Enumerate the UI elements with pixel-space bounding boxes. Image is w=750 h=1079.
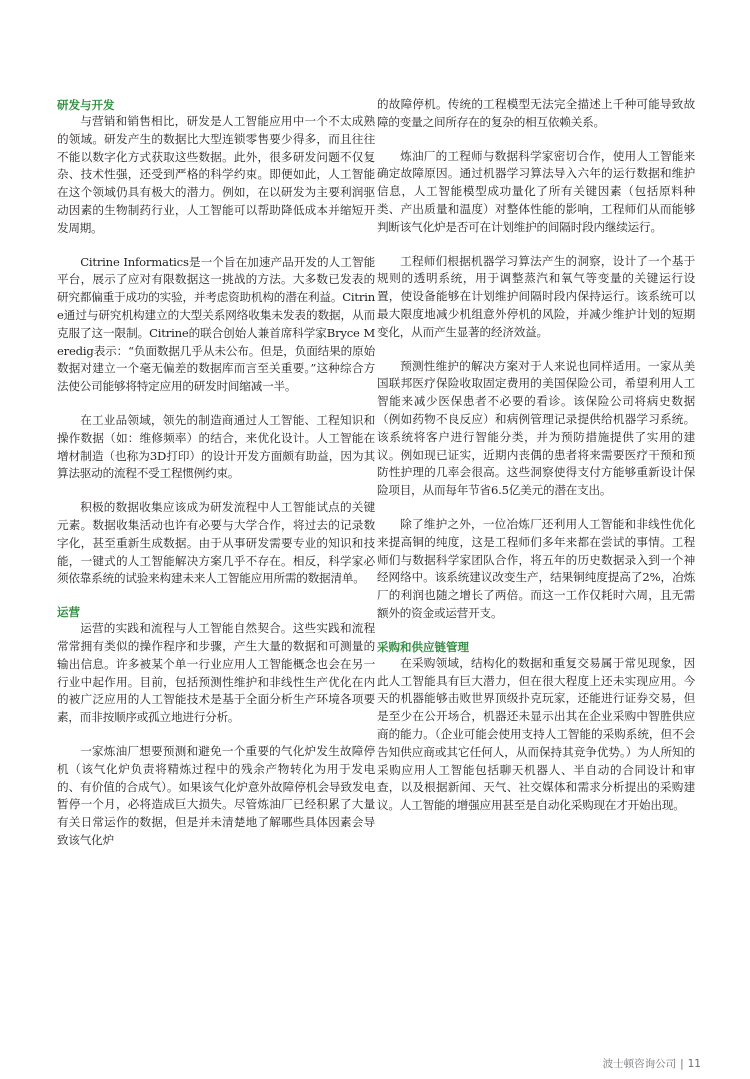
paragraph: 在采购领域，结构化的数据和重复交易属于常见现象，因此人工智能具有巨大潜力，但在很大程度上还未实现应用。今天的机器能够击败世界顶级扑克玩家，还能进行证券交易，但是至少在公开场合，机器还未显示出其在企业采购中智胜供应商的能力。（企业可能会使用支持人工智能的采购系统，但不会告知供应商或其它任何人，从而保持其竞争优势。）为人所知的采购应用人工智能包括聊天机器人、半自动的合同设计和审查，以及根据新闻、天气、社交媒体和需求分析提出的采购建议。人工智能的增强应用甚至是自动化采购现在才开始出现。 — [377, 655, 695, 813]
page-footer — [603, 1056, 701, 1071]
paragraph: 工程师们根据机器学习算法产生的洞察，设计了一个基于规则的透明系统，用于调整蒸汽和氧气等变量的关键运行设置，使设备能够在计划维护间隔时段内保持运行。该系统可以最大限度地减少机组意外停机的风险，并减少维护计划的短期变化，从而产生显著的经济效益。 — [377, 253, 695, 339]
right-column — [377, 96, 695, 815]
page-number: 11 — [687, 1058, 701, 1070]
section-heading-procurement: 采购和供应链管理 — [377, 639, 469, 654]
paragraph: 一家炼油厂想要预测和避免一个重要的气化炉发生故障停机（该气化炉负责将精炼过程中的残余产物转化为用于发电的、有价值的合成气）。如果该气化炉意外故障停机会导致发电暂停一个月，必将造成巨大损失。尽管炼油厂已经积累了大量有关日常运作的数据，但是并未清楚地了解哪些具体因素会导致该气化炉 — [57, 743, 375, 847]
paragraph: Citrine Informatics是一个旨在加速产品开发的人工智能平台，展示了应对有限数据这一挑战的方法。大多数已发表的研究都偏重于成功的实验，并考虑资助机构的潜在利益。Citrine通过与研究机构建立的大型关系网络收集未发表的数据，从而克服了这一限制。Citrine的联合创始人兼首席科学家Bryce Meredig表示：“负面数据几乎从未公布。但是，负面结果的原始数据对建立一个毫无偏差的数据库而言至关重要。”这种综合方法使公司能够将特定应用的研发时间缩减一半。 — [57, 254, 375, 394]
paragraph: 运营的实践和流程与人工智能自然契合。这些实践和流程常常拥有类似的操作程序和步骤，产生大量的数据和可测量的输出信息。许多被某个单一行业应用人工智能概念也会在另一行业中起作用。目前，包括预测性维护和非线性生产优化在内的被广泛应用的人工智能技术是基于全面分析生产环境各项要素，而非按顺序或孤立地进行分析。 — [57, 621, 375, 725]
footer-company: 波士顿咨询公司 — [602, 1058, 677, 1070]
paragraph: 积极的数据收集应该成为研发流程中人工智能试点的关键元素。数据收集活动也许有必要与大学合作，将过去的记录数字化，甚至重新生成数据。由于从事研发需要专业的知识和技能，一键式的人工智能解决方案几乎不存在。相反，科学家必须依靠系统的试验来构建未来人工智能应用所需的数据清单。 — [57, 500, 375, 586]
paragraph: 炼油厂的工程师与数据科学家密切合作，使用人工智能来确定故障原因。通过机器学习算法导入六年的运行数据和维护信息，人工智能模型成功量化了所有关键因素（包括原料种类、产出质量和温度）对整体性能的影响，工程师们从而能够判断该气化炉是否可在计划维护的间隔时段内继续运行。 — [377, 148, 695, 234]
section-heading-operations: 运营 — [57, 605, 80, 620]
paragraph: 除了维护之外，一位冶炼厂还利用人工智能和非线性优化来提高铜的纯度，这是工程师们多年来都在尝试的事情。工程师们与数据科学家团队合作，将五年的历史数据录入到一个神经网络中。该系统建议改变生产，结果铜纯度提高了2%，冶炼厂的利润也随之增长了两倍。而这一工作仅耗时六周，且无需额外的资金或运营开支。 — [377, 516, 695, 620]
paragraph: 与营销和销售相比，研发是人工智能应用中一个不太成熟的领域。研发产生的数据比大型连锁零售要少得多，而且往往不能以数字化方式获取这些数据。此外，很多研发问题不仅复杂、技术性强，还受到严格的科学约束。即便如此，人工智能在这个领域仍具有极大的潜力。例如，在以研发为主要利润驱动因素的生物制药行业，人工智能可以帮助降低成本并缩短开发周期。 — [57, 114, 375, 235]
paragraph-continued: 的故障停机。传统的工程模型无法完全描述上千种可能导致故障的变量之间所存在的复杂的相互依赖关系。 — [377, 97, 695, 129]
footer-separator: | — [680, 1058, 684, 1070]
section-heading-rd: 研发与开发 — [57, 98, 115, 112]
paragraph: 在工业品领域，领先的制造商通过人工智能、工程知识和操作数据（如：维修频率）的结合，来优化设计。人工智能在增材制造（也称为3D打印）的设计开发方面颇有助益，因为其算法驱动的流程不受工程惯例约束。 — [57, 412, 375, 481]
paragraph: 预测性维护的解决方案对于人来说也同样适用。一家从美国联邦医疗保险收取固定费用的美国保险公司，希望利用人工智能来减少医保患者不必要的看诊。该保险公司将病史数据（例如药物不良反应）和病例管理记录提供给机器学习系统。该系统将客户进行智能分类，并为预防措施提供了实用的建议。例如现已证实，近期内丧偶的患者将来需要医疗干预和预防性护理的几率会很高。这些洞察使得支付方能够重新设计保险项目，从而每年节省6.5亿美元的潜在支出。 — [377, 358, 695, 498]
left-column — [57, 97, 375, 850]
